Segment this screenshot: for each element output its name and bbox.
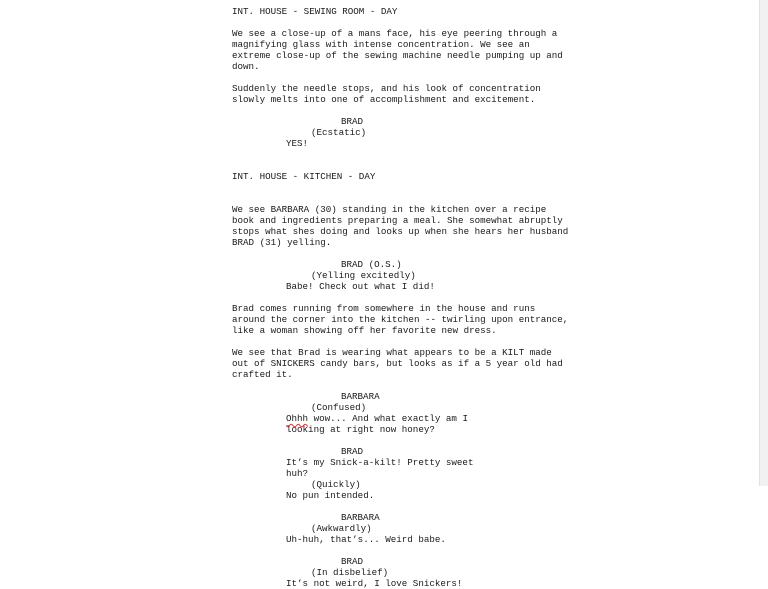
spellcheck-flagged-word[interactable]: Ohhh <box>286 413 309 424</box>
scene-heading: INT. HOUSE - KITCHEN - DAY <box>232 171 376 182</box>
dialogue: It’s my Snick-a-kilt! Pretty sweet huh? <box>286 457 474 479</box>
dialogue: It’s not weird, I love Snickers! <box>286 578 463 589</box>
parenthetical: (Ecstatic) <box>311 127 367 138</box>
dialogue <box>232 413 572 424</box>
character-name: BRAD <box>341 446 364 457</box>
action-paragraph: We see that Brad is wearing what appears to be a KILT made out of SNICKERS candy bars, but looks as if a 5 year old had crafted it. <box>232 347 563 380</box>
action-paragraph: Suddenly the needle stops, and his look of concentration slowly melts into one of accomplishment and excitement. <box>232 83 541 105</box>
parenthetical: (Quickly) <box>311 479 361 490</box>
scene-heading: INT. HOUSE - SEWING ROOM - DAY <box>232 6 398 17</box>
dialogue: YES! <box>286 138 309 149</box>
action-paragraph: Brad comes running from somewhere in the house and runs around the corner into the kitchen -- twirling upon entrance, like a woman showing off her favorite new dress. <box>232 303 569 336</box>
parenthetical: (Awkwardly) <box>311 523 372 534</box>
character-name: BRAD <box>341 556 364 567</box>
character-name: BARBARA <box>341 512 380 523</box>
action-paragraph: We see BARBARA (30) standing in the kitchen over a recipe book and ingredients preparing a meal. She somewhat abruptly stops what shes doing and looks up when she hears her husband BRAD (31) yelling. <box>232 204 569 248</box>
dialogue: Uh-huh, that’s... Weird babe. <box>286 534 446 545</box>
dialogue: looking at right now honey? <box>286 424 435 435</box>
dialogue-text: wow... And what exactly am I <box>308 413 468 424</box>
vertical-scrollbar[interactable] <box>759 0 768 486</box>
parenthetical: (Yelling excitedly) <box>311 270 416 281</box>
parenthetical: (Confused) <box>311 402 367 413</box>
character-name: BARBARA <box>341 391 380 402</box>
screenplay-text <box>232 6 572 589</box>
dialogue: No pun intended. <box>286 490 375 501</box>
dialogue: Babe! Check out what I did! <box>286 281 435 292</box>
character-name: BRAD (O.S.) <box>341 259 402 270</box>
parenthetical: (In disbelief) <box>311 567 389 578</box>
character-name: BRAD <box>341 116 364 127</box>
action-paragraph: We see a close-up of a mans face, his eye peering through a magnifying glass with intense concentration. We see an extreme close-up of the sewing machine needle pumping up and down. <box>232 28 563 72</box>
